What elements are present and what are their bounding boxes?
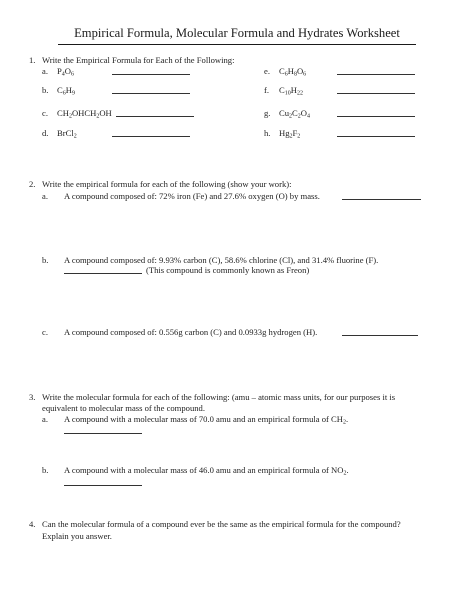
q3-item-a-text: A compound with a molecular mass of 70.0 amu and an empirical formula of $CH_2$.: [64, 414, 349, 426]
question-1-number: 1.: [29, 55, 36, 65]
question-3-prompt-line-1: Write the molecular formula for each of the following: (amu – atomic mass units, for our purposes it is: [42, 392, 396, 402]
q1-item-a-letter: a.: [42, 66, 48, 76]
q2-item-a-text: A compound composed of: 72% iron (Fe) and 27.6% oxygen (O) by mass.: [64, 191, 320, 201]
q1-item-e-formula: $C_6H_8O_6$: [279, 66, 307, 78]
q1-item-f-answer-blank[interactable]: [337, 93, 415, 94]
question-4-prompt-line-2: Explain you answer.: [42, 531, 112, 541]
q1-item-g-formula: $Cu_2C_2O_4$: [279, 108, 310, 120]
q1-item-b-answer-blank[interactable]: [112, 93, 190, 94]
question-2-number: 2.: [29, 179, 36, 189]
q3-item-a-answer-blank[interactable]: [64, 433, 142, 434]
q1-item-h-letter: h.: [264, 128, 271, 138]
q1-item-a-answer-blank[interactable]: [112, 74, 190, 75]
q3-item-b-answer-blank[interactable]: [64, 485, 142, 486]
q2-item-a-answer-blank[interactable]: [342, 199, 421, 200]
q1-item-d-formula: BrCl$_2$: [57, 128, 77, 140]
q2-item-b-answer-blank[interactable]: [64, 273, 142, 274]
q3-item-a-letter: a.: [42, 414, 48, 424]
q2-item-b-note: (This compound is commonly known as Freon): [146, 265, 310, 275]
q2-item-b-text: A compound composed of: 9.93% carbon (C), 58.6% chlorine (Cl), and 31.4% fluorine (F).: [64, 255, 379, 265]
q3-item-b-text: A compound with a molecular mass of 46.0 amu and an empirical formula of $NO_2$.: [64, 465, 349, 477]
page-title: Empirical Formula, Molecular Formula and Hydrates Worksheet: [74, 26, 400, 40]
q1-item-h-formula: $Hg_2F_2$: [279, 128, 301, 140]
q1-item-a-formula: $P_4O_6$: [57, 66, 74, 78]
q1-item-d-letter: d.: [42, 128, 49, 138]
q1-item-c-letter: c.: [42, 108, 48, 118]
q1-item-h-answer-blank[interactable]: [337, 136, 415, 137]
q2-item-c-text: A compound composed of: 0.556g carbon (C) and 0.0933g hydrogen (H).: [64, 327, 318, 337]
q2-item-b-letter: b.: [42, 255, 49, 265]
q1-item-e-letter: e.: [264, 66, 270, 76]
q2-item-c-letter: c.: [42, 327, 48, 337]
q1-item-b-formula: $C_6H_9$: [57, 85, 75, 97]
q1-item-f-formula: $C_{10}H_{22}$: [279, 85, 303, 97]
q2-item-a-letter: a.: [42, 191, 48, 201]
q3-item-b-letter: b.: [42, 465, 49, 475]
question-1-prompt: Write the Empirical Formula for Each of the Following:: [42, 55, 235, 65]
q1-item-d-answer-blank[interactable]: [112, 136, 190, 137]
q1-item-c-formula: $CH_2OHCH_2OH$: [57, 108, 112, 120]
title-underline: [58, 44, 416, 45]
q2-item-c-answer-blank[interactable]: [342, 335, 418, 336]
question-4-number: 4.: [29, 519, 36, 529]
q1-item-c-answer-blank[interactable]: [116, 116, 194, 117]
q1-item-g-answer-blank[interactable]: [337, 116, 415, 117]
q1-item-e-answer-blank[interactable]: [337, 74, 415, 75]
q1-item-f-letter: f.: [264, 85, 270, 95]
q1-item-b-letter: b.: [42, 85, 49, 95]
question-4-prompt-line-1: Can the molecular formula of a compound ever be the same as the empirical formula for the compound?: [42, 519, 401, 529]
question-3-prompt-line-2: equivalent to molecular mass of the compound.: [42, 403, 206, 413]
question-3-number: 3.: [29, 392, 36, 402]
question-2-prompt: Write the empirical formula for each of the following (show your work):: [42, 179, 292, 189]
q1-item-g-letter: g.: [264, 108, 271, 118]
